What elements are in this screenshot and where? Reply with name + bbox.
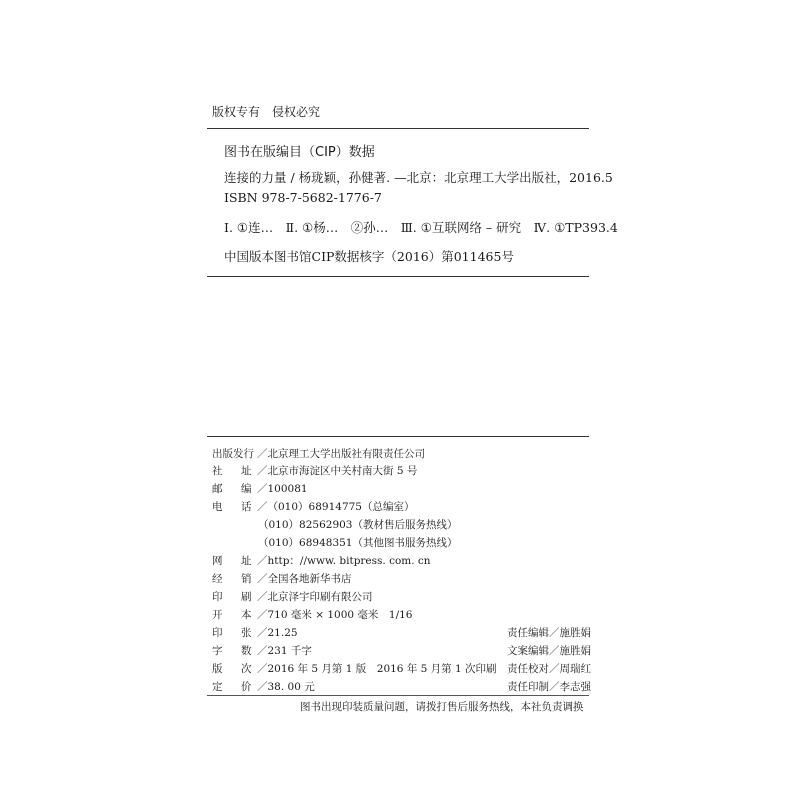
cip-subjects: Ⅰ. ①连… Ⅱ. ①杨… ②孙… Ⅲ. ①互联网络 – 研究 Ⅳ. ①TP393.4 xyxy=(224,220,618,235)
imprint-phone-line2: （010）82562903（教材售后服务热线） xyxy=(258,519,458,531)
cip-isbn: ISBN 978-7-5682-1776-7 xyxy=(224,190,382,205)
responsible-editor: 责任编辑／施胜娟 xyxy=(507,627,591,639)
imprint-row-price: 定 价 ／38. 00 元 xyxy=(212,681,315,693)
imprint-row-postcode: 邮 编 ／100081 xyxy=(212,483,308,495)
imprint-row-issuer: 出版发行 ／北京理工大学出版社有限责任公司 xyxy=(212,448,425,460)
imprint-row-sheets: 印 张 ／21.25 xyxy=(212,627,298,639)
top-rule xyxy=(207,128,589,129)
quality-notice: 图书出现印装质量问题，请拨打售后服务热线，本社负责调换 xyxy=(300,701,584,713)
imprint-row-printer: 印 刷 ／北京泽宇印刷有限公司 xyxy=(212,591,373,603)
cip-bottom-rule xyxy=(207,276,589,277)
print-supervisor: 责任印制／李志强 xyxy=(507,681,591,693)
imprint-phone-line3: （010）68948351（其他图书服务热线） xyxy=(258,537,458,549)
imprint-row-website: 网 址 ／http：//www. bitpress. com. cn xyxy=(212,555,431,567)
imprint-row-phone: 电 话 ／（010）68914775（总编室） xyxy=(212,501,415,513)
imprint-top-rule xyxy=(207,436,589,437)
imprint-row-words: 字 数 ／231 千字 xyxy=(212,645,312,657)
cip-title: 图书在版编目（CIP）数据 xyxy=(224,145,375,160)
imprint-row-format: 开 本 ／710 毫米 × 1000 毫米 1/16 xyxy=(212,609,413,621)
proofreader: 责任校对／周瑞红 xyxy=(507,663,591,675)
copy-editor: 文案编辑／施胜娟 xyxy=(507,645,591,657)
cip-entry: 连接的力量 / 杨珑颖，孙健著. —北京：北京理工大学出版社，2016.5 xyxy=(224,170,613,185)
imprint-row-address: 社 址 ／北京市海淀区中关村南大街 5 号 xyxy=(212,465,418,477)
copyright-notice: 版权专有 侵权必究 xyxy=(212,105,321,119)
imprint-bottom-rule xyxy=(207,695,589,696)
imprint-row-distributor: 经 销 ／全国各地新华书店 xyxy=(212,573,352,585)
cip-record: 中国版本图书馆CIP数据核字（2016）第011465号 xyxy=(224,249,514,264)
imprint-row-edition: 版 次 ／2016 年 5 月第 1 版 2016 年 5 月第 1 次印刷 xyxy=(212,663,497,675)
